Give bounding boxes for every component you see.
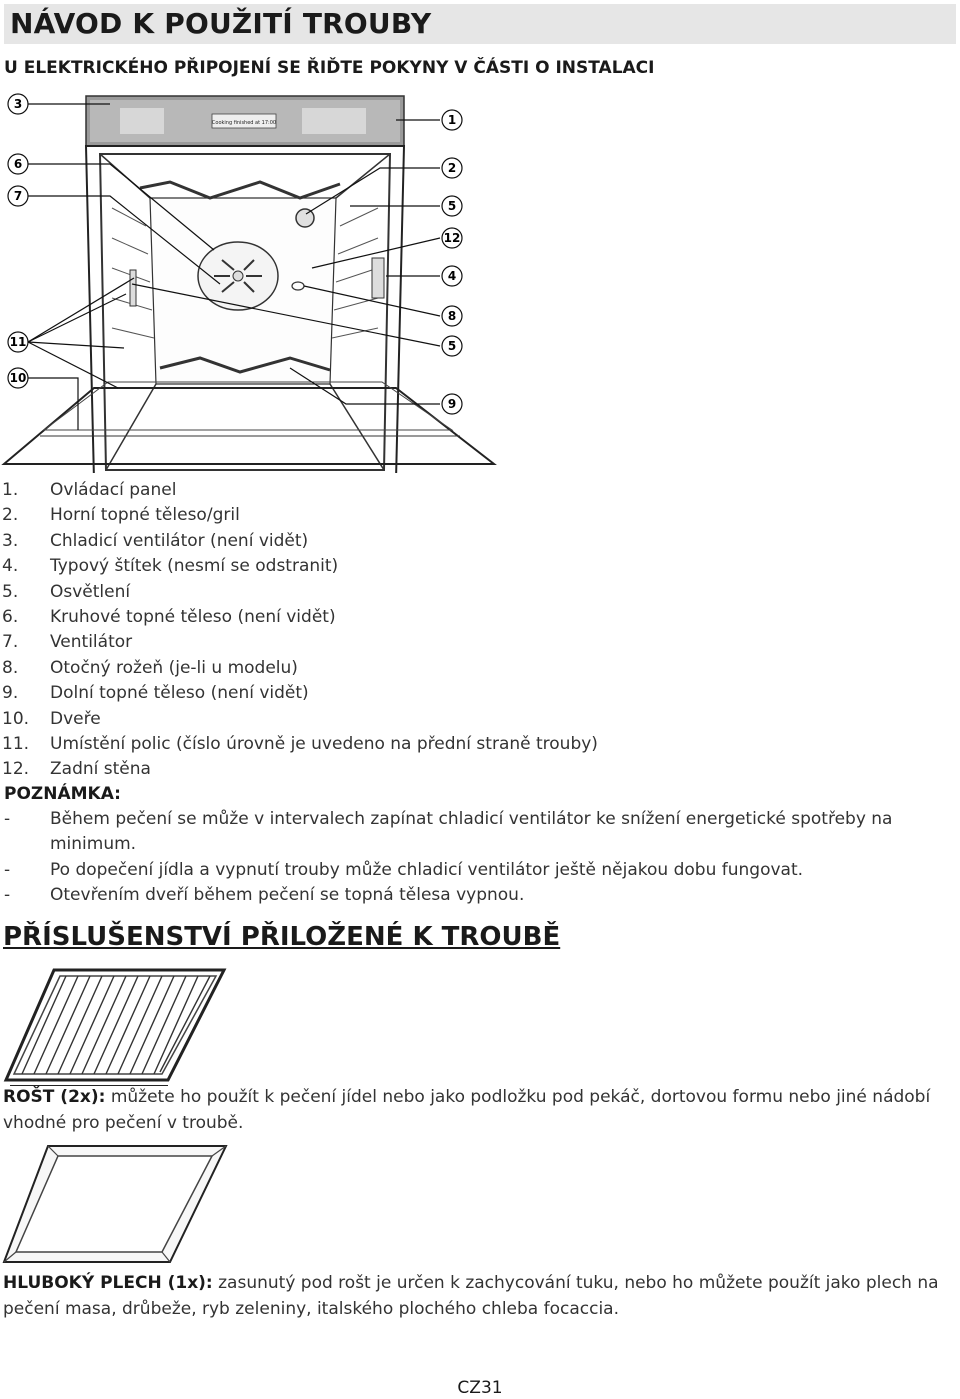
callout-1: [442, 110, 462, 130]
callout-5-top: [442, 196, 462, 216]
page-number: CZ31: [457, 1378, 503, 1398]
list-item: 6. Kruhové topné těleso (není vidět): [2, 607, 336, 628]
drip-tray-illustration: [0, 1140, 230, 1268]
note-heading: POZNÁMKA:: [4, 784, 121, 804]
callout-2: [442, 158, 462, 178]
note-list: [4, 807, 934, 909]
list-item: 12. Zadní stěna: [2, 759, 151, 780]
svg-text:5: 5: [447, 339, 457, 353]
list-item: 2. Horní topné těleso/gril: [2, 505, 240, 526]
list-item: 9. Dolní topné těleso (není vidět): [2, 683, 309, 704]
installation-note: U ELEKTRICKÉHO PŘIPOJENÍ SE ŘIĎTE POKYNY V ČÁSTI O INSTALACI: [4, 58, 655, 78]
page-title: NÁVOD K POUŽITÍ TROUBY: [10, 7, 432, 40]
oven-lamp: [296, 209, 314, 227]
list-item: 11. Umístění polic (číslo úrovně je uvedeno na přední straně trouby): [2, 734, 598, 755]
display-text: Cooking finished at 17:00: [211, 120, 277, 126]
callout-6: [8, 154, 28, 174]
callout-8: [442, 306, 462, 326]
list-item: - Po dopečení jídla a vypnutí trouby může chladicí ventilátor ještě nějakou dobu fungovat.: [4, 859, 804, 880]
svg-text:2: 2: [447, 161, 457, 175]
callout-4: [442, 266, 462, 286]
svg-text:5: 5: [447, 199, 457, 213]
shelf-level-markers: [130, 270, 136, 306]
wire-rack-illustration: [0, 962, 230, 1086]
svg-text:12: 12: [443, 231, 461, 245]
list-item: - Během pečení se může v intervalech zapínat chladicí ventilátor ke snížení energetické spotřeby na minimum.: [4, 809, 893, 855]
callout-7: [8, 186, 28, 206]
list-item: 10. Dveře: [2, 708, 101, 729]
callout-5-bottom: [442, 336, 462, 356]
svg-text:1: 1: [447, 113, 457, 127]
callout-10: [8, 368, 28, 388]
callout-3: [8, 94, 28, 114]
svg-text:4: 4: [447, 269, 457, 283]
rack-description: ROŠT (2x): můžete ho použít k pečení jídel nebo jako podložku pod pekáč, dortovou formu nebo jiné nádobí vhodné pro pečení v troubě.: [3, 1087, 931, 1133]
svg-text:6: 6: [13, 157, 23, 171]
list-item: 3. Chladicí ventilátor (není vidět): [2, 530, 309, 551]
list-item: - Otevřením dveří během pečení se topná tělesa vypnou.: [4, 885, 525, 906]
svg-text:9: 9: [447, 397, 457, 411]
svg-text:8: 8: [447, 309, 457, 323]
tray-description: HLUBOKÝ PLECH (1x): zasunutý pod rošt je určen k zachycování tuku, nebo ho můžete použít jako plech na pečení masa, drůbeže, ryb zeleniny, italského plochého chleba focaccia.: [3, 1273, 939, 1319]
callout-12: [442, 228, 462, 248]
list-item: 8. Otočný rožeň (je-li u modelu): [2, 657, 298, 678]
list-item: 7. Ventilátor: [2, 632, 133, 653]
callout-9: [442, 394, 462, 414]
list-item: 1. Ovládací panel: [2, 480, 177, 500]
list-item: 4. Typový štítek (nesmí se odstranit): [2, 556, 339, 577]
accessories-title: PŘÍSLUŠENSTVÍ PŘILOŽENÉ K TROUBĚ: [3, 922, 561, 952]
svg-text:11: 11: [9, 335, 27, 349]
callout-11: [8, 332, 28, 352]
svg-text:7: 7: [13, 189, 23, 203]
parts-list: [2, 478, 598, 783]
svg-text:10: 10: [9, 371, 27, 385]
list-item: 5. Osvětlení: [2, 581, 131, 602]
oven-diagram: [0, 88, 500, 473]
rack-wires: [22, 976, 210, 1074]
rating-plate: [372, 258, 384, 298]
title-bar: [4, 4, 956, 44]
svg-text:3: 3: [13, 97, 23, 111]
